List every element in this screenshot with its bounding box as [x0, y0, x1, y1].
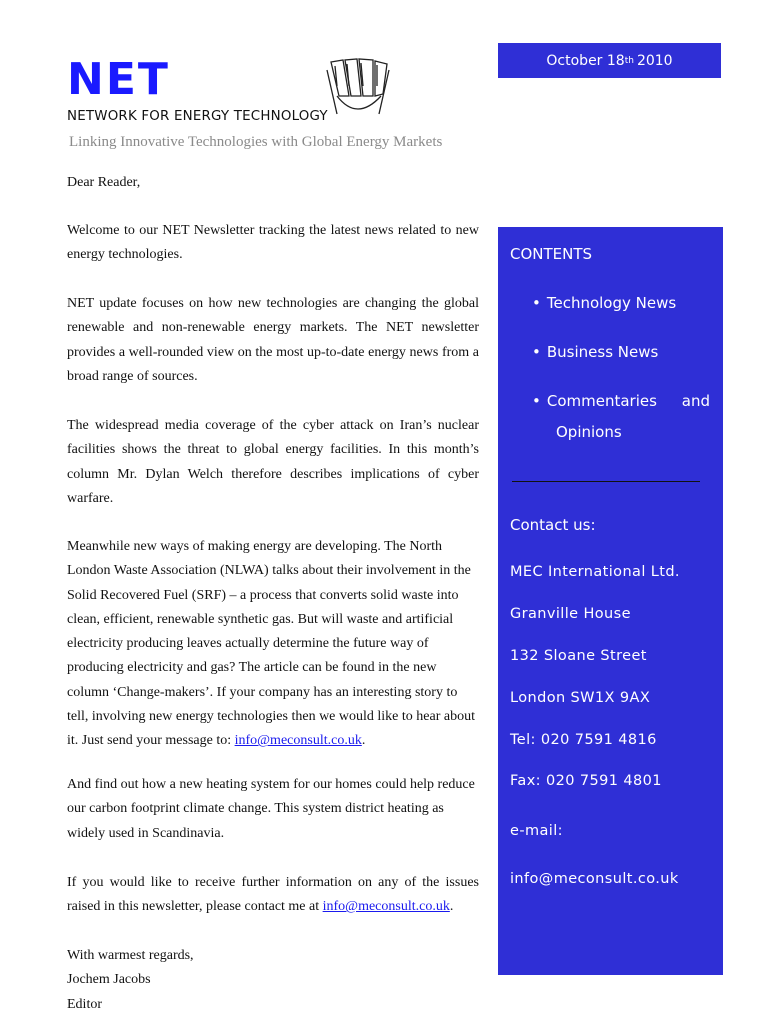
contact-fax: Fax: 020 7591 4801 [510, 773, 662, 789]
divider [512, 481, 700, 482]
date-suffix: th [624, 55, 634, 66]
newsletter-date [498, 43, 721, 78]
email-link[interactable]: info@meconsult.co.uk [322, 899, 450, 915]
logo-wordmark: NET [67, 54, 170, 105]
contents-item-opinions[interactable]: Opinions [556, 423, 622, 441]
bullet-icon: • [532, 392, 541, 410]
paragraph-heating: And find out how a new heating system for our homes could help reduce our carbon footprint climate change. This system district heating as widely used in Scandinavia. [67, 777, 475, 841]
contact-heading: Contact us: [510, 516, 596, 534]
bullet-icon: • [532, 343, 541, 361]
paragraph-contact [67, 871, 479, 920]
paragraph-energy-end: . [361, 733, 366, 749]
contents-item-technology-news[interactable]: • Technology News [532, 294, 677, 312]
paragraph-energy [67, 535, 479, 754]
date-main: October 18 [546, 52, 625, 69]
signature-block [67, 944, 479, 1017]
logo-emblem-icon [323, 56, 393, 120]
signature-name: Jochem Jacobs [67, 972, 151, 988]
contact-company: MEC International Ltd. [510, 564, 680, 580]
contact-city: London SW1X 9AX [510, 690, 651, 706]
paragraph-intro: Welcome to our NET Newsletter tracking the latest news related to new energy technologies. [67, 223, 479, 263]
greeting: Dear Reader, [67, 175, 141, 190]
tagline: Linking Innovative Technologies with Global Energy Markets [69, 134, 443, 150]
sidebar [498, 227, 723, 975]
bullet-icon: • [532, 294, 541, 312]
paragraph-contact-text: If you would like to receive further information on any of the issues raised in this newsletter, please contact me at [67, 875, 479, 915]
paragraph-energy-text: Meanwhile new ways of making energy are developing. The North London Waste Association (NLWA) talks about their involvement in the Solid Recovered Fuel (SRF) – a process that converts solid waste into clean, efficient, renewable synthetic gas. But will waste and artificial electricity producing leaves actually determine the future way of producing electricity and gas? The article can be found in the new column ‘Change-makers’. If your company has an interesting story to tell, involving new energy technologies then we would like to hear about it. Just send your message to: [67, 539, 475, 749]
contents-heading: CONTENTS [510, 245, 593, 263]
date-year: 2010 [636, 52, 673, 69]
contact-building: Granville House [510, 606, 631, 622]
logo-subtitle: NETWORK FOR ENERGY TECHNOLOGY [67, 109, 328, 124]
contact-email[interactable]: info@meconsult.co.uk [510, 871, 679, 887]
contact-street: 132 Sloane Street [510, 648, 647, 664]
paragraph-cyber: The widespread media coverage of the cyber attack on Iran’s nuclear facilities shows the threat to global energy facilities. In this month’s column Mr. Dylan Welch therefore describes implications of cyber warfare. [67, 418, 479, 506]
contents-item-business-news[interactable]: • Business News [532, 343, 659, 361]
contents-item-commentaries[interactable]: • Commentaries and [532, 392, 710, 410]
contact-email-label: e-mail: [510, 823, 563, 839]
paragraph-focus: NET update focuses on how new technologies are changing the global renewable and non-renewable energy markets. The NET newsletter provides a well-rounded view on the most up-to-date energy news from a broad range of sources. [67, 296, 479, 384]
closing: With warmest regards, [67, 948, 194, 963]
signature-title: Editor [67, 996, 102, 1012]
paragraph-contact-end: . [449, 899, 454, 915]
email-link[interactable]: info@meconsult.co.uk [234, 733, 362, 749]
contact-phone: Tel: 020 7591 4816 [510, 732, 657, 748]
